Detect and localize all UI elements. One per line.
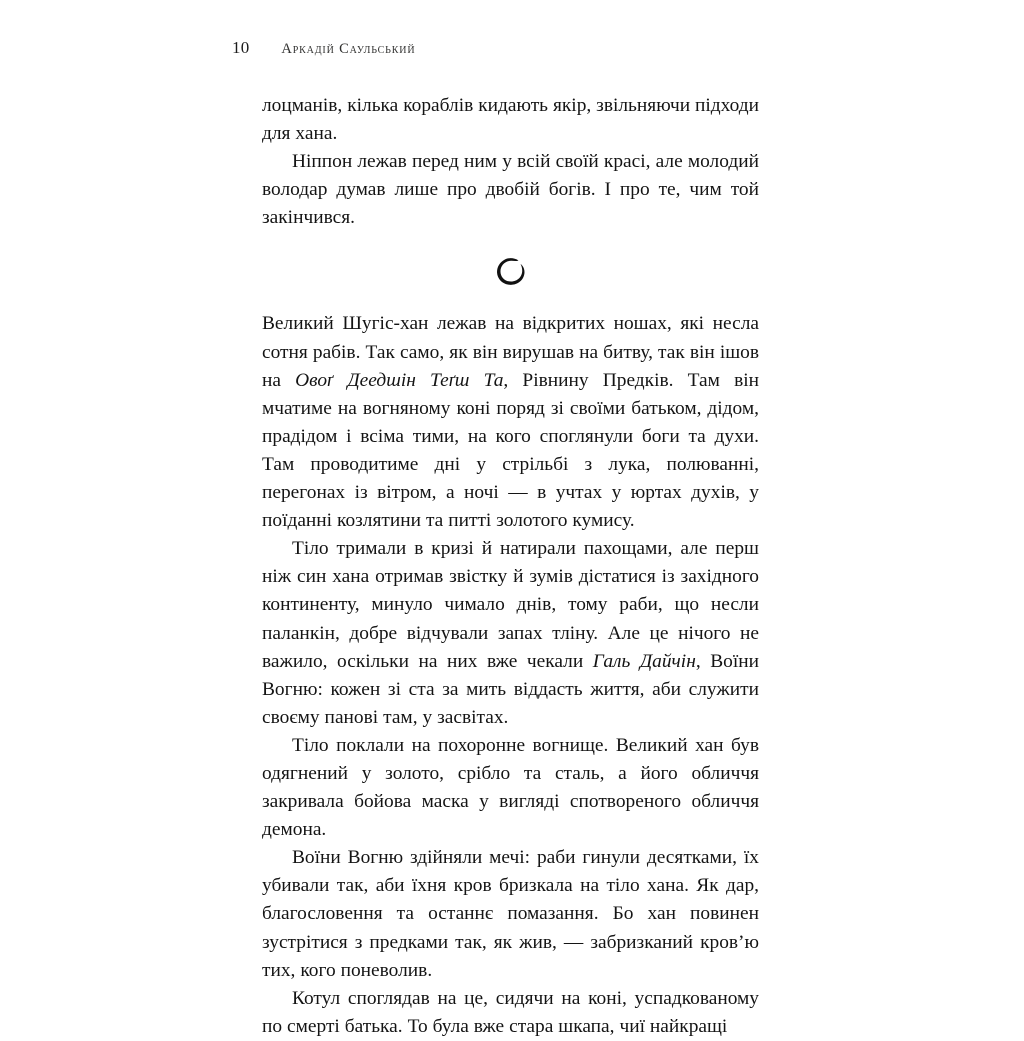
paragraph-p5 [262,732,759,844]
text-run: Тіло поклали на похоронне вогнище. Великий хан був одягнений у золото, срібло та сталь, а його обличчя закривала бойова маска у вигляді спотвореного обличчя демона. [262,734,759,841]
paragraph-p4 [262,535,759,732]
running-head [232,38,762,60]
text-run: , Воїни Вогню: кожен зі ста за мить віддасть життя, аби служити своєму панові там, у засвітах. [262,650,759,728]
enso-ornament [262,232,759,310]
text-column [262,92,759,1041]
enso-circle-icon [494,254,528,288]
page-number: 10 [232,38,250,57]
paragraph-p7 [262,985,759,1041]
paragraph-p1 [262,92,759,148]
paragraph-p2 [262,148,759,232]
text-run: лоцманів, кілька кораблів кидають якір, звільняючи підходи для хана. [262,95,759,145]
text-run: Воїни Вогню здійняли мечі: раби гинули десятками, їх убивали так, аби їхня кров бризкала на тіло хана. Як дар, благословення та останнє помазання. Бо хан повинен зустрітися з предками так, як жив, — забризканий кров’ю тих, кого поневолив. [262,847,759,981]
text-run: Ніппон лежав перед ним у всій своїй красі, але молодий володар думав лише про двобій богів. І про те, чим той закінчився. [262,151,759,229]
text-run: , Рівнину Предків. Там він мчатиме на вогняному коні поряд зі своїми батьком, дідом, прадідом і всіма тими, на кого споглянули боги та духи. Там проводитиме дні у стрільбі з лука, полюванні, перегонах із вітром, а ночі — в учтах у юртах духів, у поїданні козлятини та питті золотого кумису. [262,369,759,532]
text-run: Тіло тримали в кризі й натирали пахощами, але перш ніж син хана отримав звістку й зумів дістатися із західного континенту, минуло чимало днів, тому раби, що несли паланкін, добре відчували запах тліну. Але це нічого не важило, оскільки на них вже чекали [262,538,759,672]
paragraph-p6 [262,844,759,984]
paragraph-p3 [262,310,759,535]
italic-term: Овоґ Деедшін Теґш Та [295,369,504,391]
italic-term: Галь Дайчін [592,650,696,672]
text-run: Котул споглядав на це, сидячи на коні, успадкованому по смерті батька. То була вже стара шкапа, чиї найкращі [262,987,759,1037]
author-name: Аркадій Саульський [281,41,416,57]
text-run: Великий Шугіс-хан лежав на відкритих ношах, які несла сотня рабів. Так само, як він вирушав на битву, так він ішов на [262,313,759,391]
body-text-before-ornament [262,92,759,232]
body-text-after-ornament [262,310,759,1040]
